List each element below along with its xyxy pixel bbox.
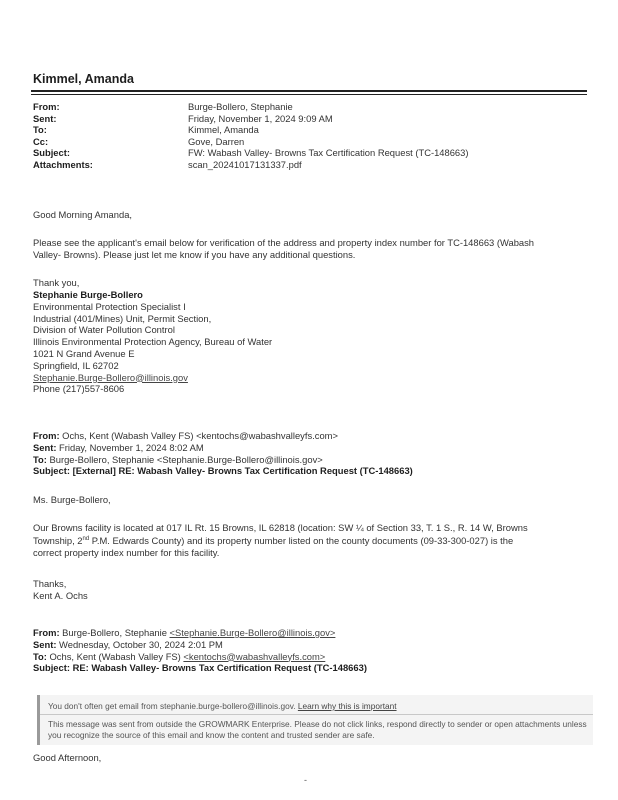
forward2-from-email-link[interactable]: <Stephanie.Burge-Bollero@illinois.gov> xyxy=(169,627,336,638)
forward1-subject-label: Subject: xyxy=(33,465,70,477)
notice-first-contact-line xyxy=(48,701,397,711)
notice-first-contact-text: You don't often get email from stephanie.burge-bollero@illinois.gov. xyxy=(48,701,296,711)
message-closing: Thank you, xyxy=(33,277,80,288)
forward1-from-value: Ochs, Kent (Wabash Valley FS) <kentochs@wabashvalleyfs.com> xyxy=(62,430,338,441)
forward2-to-email-link[interactable]: <kentochs@wabashvalleyfs.com> xyxy=(183,650,326,662)
forward1-to-value: Burge-Bollero, Stephanie <Stephanie.Burge-Bollero@illinois.gov> xyxy=(49,453,323,465)
message-paragraph-line-2: Valley- Browns). Please just let me know if you have any additional questions. xyxy=(33,248,356,260)
forward1-to-label: To: xyxy=(33,453,47,465)
reply-closing xyxy=(33,578,593,602)
reply-signer: Kent A. Ochs xyxy=(33,589,88,601)
header-to-label: To: xyxy=(33,124,47,136)
forward1-to-row xyxy=(33,454,593,466)
header-sent-label: Sent: xyxy=(33,112,57,124)
notice-divider xyxy=(40,714,593,715)
header-from-value: Burge-Bollero, Stephanie xyxy=(188,101,293,112)
signature-email-link[interactable]: Stephanie.Burge-Bollero@illinois.gov xyxy=(33,371,188,383)
forward2-subject-label: Subject: xyxy=(33,662,70,674)
header-rule-thick xyxy=(31,90,587,92)
signature-block xyxy=(33,289,593,395)
signature-phone: Phone (217)557-8606 xyxy=(33,383,125,395)
forward2-sent-row xyxy=(33,639,593,651)
header-to-value: Kimmel, Amanda xyxy=(188,124,259,136)
signature-agency: Illinois Environmental Protection Agency, Bureau of Water xyxy=(33,336,273,348)
header-to-row xyxy=(33,124,593,136)
signature-title: Environmental Protection Specialist I xyxy=(33,300,186,312)
forward2-to-row xyxy=(33,651,593,663)
forward2-subject-value: RE: Wabash Valley- Browns Tax Certification Request (TC-148663) xyxy=(72,662,367,674)
forward-header-1 xyxy=(33,430,593,477)
reply-paragraph-line-2 xyxy=(33,534,593,547)
forward1-from-label: From: xyxy=(33,430,60,441)
signature-city: Springfield, IL 62702 xyxy=(33,359,119,371)
forward1-sent-row xyxy=(33,442,593,454)
message-paragraph-line-1: Please see the applicant's email below for verification of the address and property index number for TC-148663 (Wabash xyxy=(33,237,535,248)
forward1-sent-label: Sent: xyxy=(33,441,57,453)
page-bottom-mark: - xyxy=(304,775,307,785)
external-sender-notice xyxy=(37,695,593,745)
header-sent-row xyxy=(33,113,593,125)
header-subject-row xyxy=(33,147,593,159)
reply-paragraph-line-3: correct property index number for this facility. xyxy=(33,546,220,558)
reply-line2-rest: P.M. Edwards County) and its property number listed on the county documents (09-33-300-027) is the xyxy=(89,534,514,546)
reply-line2-superscript: nd xyxy=(82,535,90,542)
forward2-to-label: To: xyxy=(33,650,47,662)
header-rule-thin xyxy=(31,94,587,95)
header-cc-value: Gove, Darren xyxy=(188,135,245,147)
forward1-subject-row xyxy=(33,465,593,477)
reply-line2-start: Township, 2 xyxy=(33,534,83,546)
header-from-label: From: xyxy=(33,101,60,112)
header-attachments-label: Attachments: xyxy=(33,158,93,170)
notice-warning-text: This message was sent from outside the GROWMARK Enterprise. Please do not click links, respond directly to sender or open attachments unless you recognize the source of this email and know the content and trusted sender are safe. xyxy=(48,719,587,740)
signature-division: Division of Water Pollution Control xyxy=(33,324,175,336)
forward2-subject-row xyxy=(33,662,593,674)
forward1-sent-value: Friday, November 1, 2024 8:02 AM xyxy=(59,441,204,453)
signature-unit: Industrial (401/Mines) Unit, Permit Section, xyxy=(33,312,212,324)
message-greeting: Good Morning Amanda, xyxy=(33,209,133,220)
reply-thanks: Thanks, xyxy=(33,578,67,589)
email-header xyxy=(33,101,593,171)
forward2-sent-label: Sent: xyxy=(33,638,57,650)
header-subject-label: Subject: xyxy=(33,147,70,159)
forward1-subject-value: [External] RE: Wabash Valley- Browns Tax Certification Request (TC-148663) xyxy=(72,465,413,477)
forward2-from-label: From: xyxy=(33,627,60,638)
signature-name: Stephanie Burge-Bollero xyxy=(33,289,143,300)
header-attachments-value[interactable]: scan_20241017131337.pdf xyxy=(188,158,302,170)
header-subject-value: FW: Wabash Valley- Browns Tax Certification Request (TC-148663) xyxy=(188,147,469,159)
forward1-from-row xyxy=(33,430,593,442)
forward2-from-name: Burge-Bollero, Stephanie xyxy=(62,627,170,638)
mailbox-owner-name: Kimmel, Amanda xyxy=(33,72,134,86)
notice-learn-why-link[interactable]: Learn why this is important xyxy=(297,701,397,711)
reply-paragraph-line-1: Our Browns facility is located at 017 IL Rt. 15 Browns, IL 62818 (location: SW ¼ of Section 33, T. 1 S., R. 14 W, Browns xyxy=(33,522,528,533)
signature-street: 1021 N Grand Avenue E xyxy=(33,347,135,359)
header-cc-label: Cc: xyxy=(33,135,49,147)
reply-greeting: Ms. Burge-Bollero, xyxy=(33,494,111,505)
header-from-row xyxy=(33,101,593,113)
header-sent-value: Friday, November 1, 2024 9:09 AM xyxy=(188,112,333,124)
final-greeting: Good Afternoon, xyxy=(33,752,102,763)
reply-paragraph xyxy=(33,522,593,559)
forward-header-2 xyxy=(33,627,593,674)
forward2-from-row xyxy=(33,627,593,639)
header-cc-row xyxy=(33,136,593,148)
forward2-to-name: Ochs, Kent (Wabash Valley FS) xyxy=(49,650,184,662)
header-attachments-row xyxy=(33,159,593,171)
forward2-sent-value: Wednesday, October 30, 2024 2:01 PM xyxy=(59,638,223,650)
message-paragraph xyxy=(33,237,593,261)
